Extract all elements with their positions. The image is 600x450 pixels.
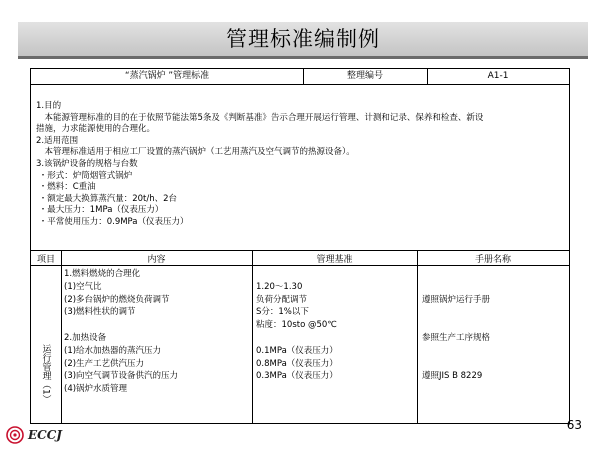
content-line xyxy=(64,319,178,332)
number-label: 整理编号 xyxy=(346,71,383,81)
standard-line xyxy=(256,268,338,281)
logo-icon xyxy=(6,426,24,444)
body-line: ・燃料：C重油 xyxy=(36,182,96,193)
content-column xyxy=(64,268,178,396)
content-line: (3)向空气调节设备供汽的压力 xyxy=(64,371,179,382)
manual-line xyxy=(422,383,490,396)
manual-line xyxy=(422,345,490,358)
manual-line: 参照生产工序规格 xyxy=(422,332,491,343)
standard-line: S分：1%以下 xyxy=(256,307,309,318)
number-value: A1-1 xyxy=(487,71,509,81)
body-line: 2.适用范围 xyxy=(36,135,79,146)
standard-column xyxy=(256,268,338,396)
page-title: 管理标准编制例 xyxy=(18,22,588,59)
page-number: 63 xyxy=(566,418,582,432)
standard-line: 粘度：10sto @50℃ xyxy=(256,320,337,331)
manual-line xyxy=(422,306,490,319)
body-line: 措施，力求能源使用的合理化。 xyxy=(36,124,156,135)
purpose-scope-text xyxy=(36,101,564,229)
header-row xyxy=(31,69,569,85)
manual-line xyxy=(422,319,490,332)
manual-line: 遵照JIS B 8229 xyxy=(422,371,483,382)
standard-line: 0.1MPa（仪表压力） xyxy=(256,345,338,356)
content-line: (3)燃料性状的调节 xyxy=(64,307,136,318)
standard-line: 1.20～1.30 xyxy=(256,281,303,292)
manual-line: 遵照锅炉运行手册 xyxy=(422,294,491,305)
body-line: 本管理标准适用于相应工厂设置的蒸汽锅炉（工艺用蒸汽及空气调节的热源设备）。 xyxy=(36,147,355,158)
standard-document xyxy=(30,68,570,424)
divider xyxy=(417,250,418,424)
standard-line xyxy=(256,332,338,345)
body-line: 本能源管理标准的目的在于依照节能法第5条及《判断基准》告示合理开展运行管理、计测和记录、保养和检查、新设 xyxy=(36,112,484,123)
col-header-content: 内容 xyxy=(147,255,166,265)
col-header-standard: 管理基准 xyxy=(316,255,353,265)
manual-line xyxy=(422,281,490,294)
col-header-manual: 手册名称 xyxy=(474,255,511,265)
body-line: ・形式：炉筒烟管式锅炉 xyxy=(36,170,133,181)
content-line: (1)空气比 xyxy=(64,281,102,292)
divider xyxy=(31,250,569,251)
standard-line: 0.3MPa（仪表压力） xyxy=(256,371,338,382)
col-header-item: 项目 xyxy=(36,255,55,265)
row-label: 运行管理（1） xyxy=(40,344,51,404)
content-line: (2)多台锅炉的燃烧负荷调节 xyxy=(64,294,170,305)
standard-name: “蒸汽锅炉 ”管理标准 xyxy=(124,71,210,81)
manual-line xyxy=(422,358,490,371)
manual-line xyxy=(422,268,490,281)
divider xyxy=(252,250,253,424)
divider xyxy=(61,250,62,424)
divider xyxy=(31,265,569,266)
standard-line xyxy=(256,383,338,396)
eccj-logo xyxy=(6,426,62,444)
standard-line: 0.8MPa（仪表压力） xyxy=(256,358,338,369)
standard-line: 负荷分配调节 xyxy=(256,294,308,305)
content-line: (2)生产工艺供汽压力 xyxy=(64,358,145,369)
content-line: (1)给水加热器的蒸汽压力 xyxy=(64,345,162,356)
content-line: (4)锅炉水质管理 xyxy=(64,384,128,395)
logo-text: ECCJ xyxy=(28,428,62,442)
content-line: 2.加热设备 xyxy=(64,332,107,343)
body-line: ・额定最大换算蒸汽量：20t/h、2台 xyxy=(36,193,178,204)
manual-column xyxy=(422,268,490,396)
body-line: ・最大压力：1MPa（仪表压力） xyxy=(36,205,164,216)
body-line: 1.目的 xyxy=(36,101,62,111)
body-line: 3.该锅炉设备的规格与台数 xyxy=(36,158,138,169)
body-line: ・平常使用压力：0.9MPa（仪表压力） xyxy=(36,216,189,227)
content-line: 1.燃料燃烧的合理化 xyxy=(64,269,141,279)
